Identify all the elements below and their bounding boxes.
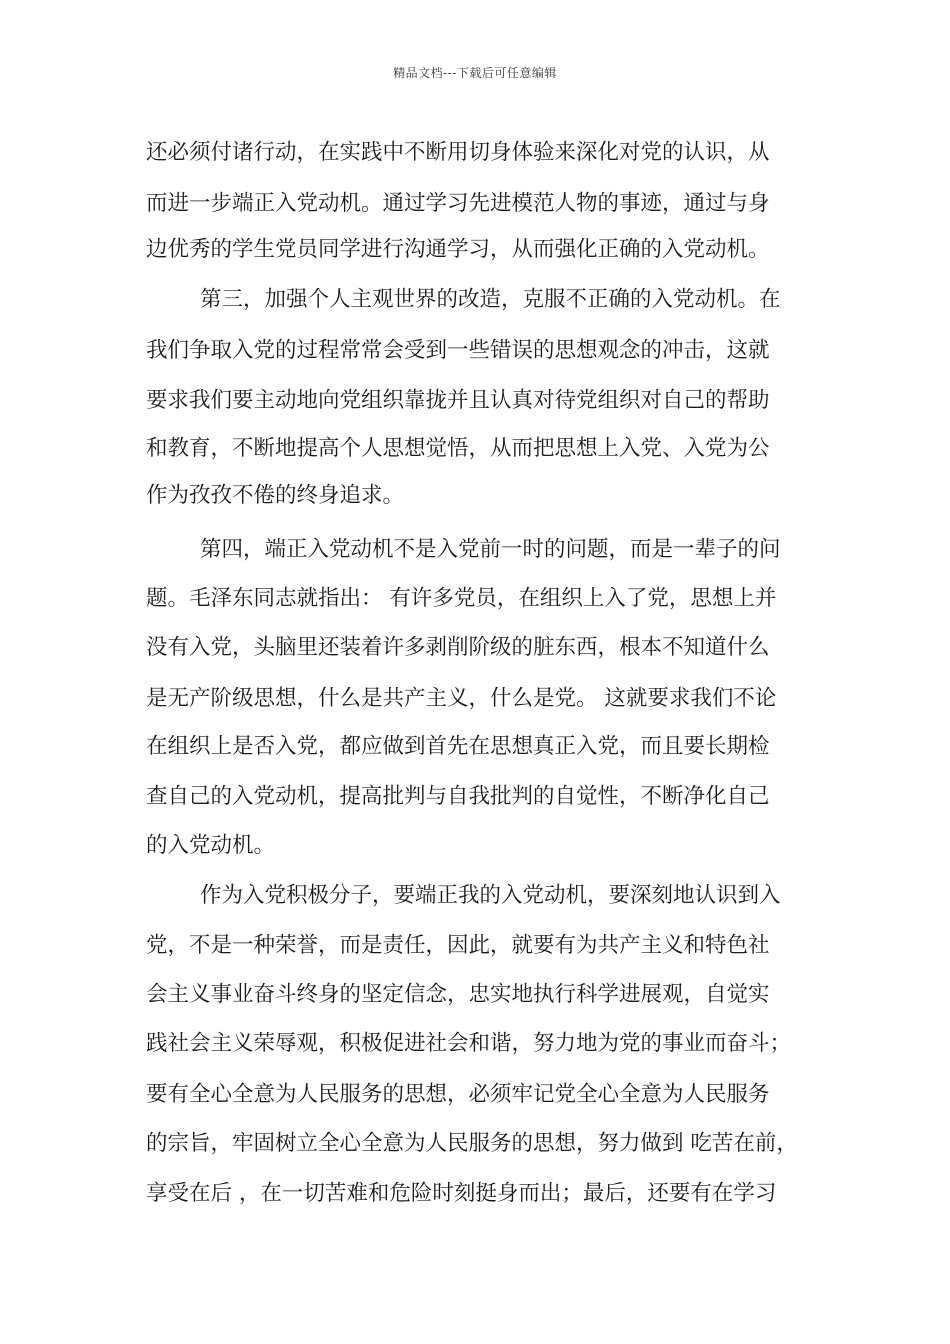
body-line: 党，不是一种荣誉，而是责任，因此，就要有为共产主义和特色社 <box>146 933 770 958</box>
body-line: 还必须付诸行动，在实践中不断用切身体验来深化对党的认识，从 <box>146 140 770 165</box>
body-line: 作为孜孜不倦的终身追求。 <box>146 483 405 508</box>
body-line: 和教育，不断地提高个人思想觉悟，从而把思想上入党、入党为公 <box>146 436 770 461</box>
body-line: 践社会主义荣辱观，积极促进社会和谐，努力地为党的事业而奋斗； <box>146 1031 792 1056</box>
body-line: 题。毛泽东同志就指出： 有许多党员，在组织上入了党，思想上并 <box>146 586 777 611</box>
body-line: 是无产阶级思想，什么是共产主义，什么是党。 这就要求我们不论 <box>146 686 777 711</box>
body-line: 查自己的入党动机，提高批判与自我批判的自觉性，不断净化自己 <box>146 784 770 809</box>
body-line: 我们争取入党的过程常常会受到一些错误的思想观念的冲击，这就 <box>146 338 770 363</box>
paragraph-first-line: 作为入党积极分子，要端正我的入党动机，要深刻地认识到入 <box>200 883 781 908</box>
body-line: 而进一步端正入党动机。通过学习先进模范人物的事迹，通过与身 <box>146 191 770 216</box>
body-line: 要求我们要主动地向党组织靠拢并且认真对待党组织对自己的帮助 <box>146 388 770 413</box>
body-line: 的入党动机。 <box>146 833 276 858</box>
body-line: 会主义事业奋斗终身的坚定信念，忠实地执行科学进展观，自觉实 <box>146 982 770 1007</box>
paragraph-first-line: 第三，加强个人主观世界的改造，克服不正确的入党动机。在 <box>200 287 781 312</box>
body-line: 的宗旨，牢固树立全心全意为人民服务的思想，努力做到 吃苦在前， <box>146 1131 798 1156</box>
body-line: 要有全心全意为人民服务的思想，必须牢记党全心全意为人民服务 <box>146 1082 770 1107</box>
body-line: 边优秀的学生党员同学进行沟通学习，从而强化正确的入党动机。 <box>146 237 770 262</box>
body-line: 享受在后 ，在一切苦难和危险时刻挺身而出；最后，还要有在学习 <box>146 1181 777 1206</box>
body-line: 没有入党，头脑里还装着许多剥削阶级的脏东西，根本不知道什么 <box>146 635 770 660</box>
page-header: 精品文档---下载后可任意编辑 <box>393 66 557 80</box>
body-line: 在组织上是否入党，都应做到首先在思想真正入党，而且要长期检 <box>146 734 770 759</box>
paragraph-first-line: 第四，端正入党动机不是入党前一时的问题，而是一辈子的问 <box>200 537 781 562</box>
